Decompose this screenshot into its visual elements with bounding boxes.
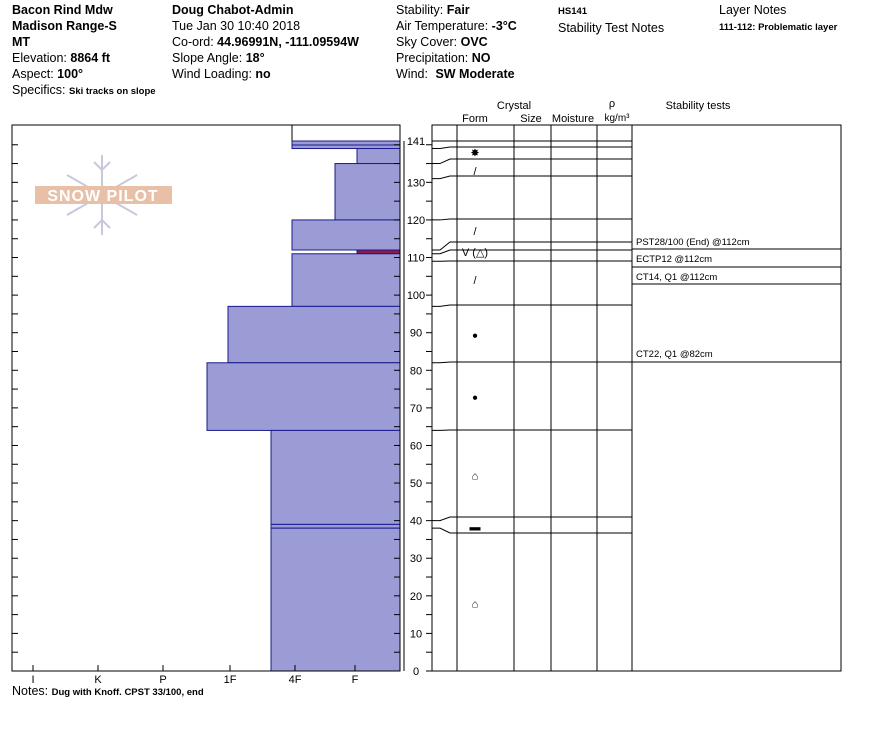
height-tick-label: 130 (406, 177, 426, 190)
layer-connector (432, 219, 457, 220)
hardness-label: P (159, 674, 167, 686)
crystal-form-symbols (462, 147, 488, 610)
crystal-form-symbol: V (△) (461, 246, 489, 259)
height-tick-label: 10 (409, 628, 423, 641)
layer-note: 111-112: Problematic layer (719, 22, 838, 33)
slope-value: 18° (245, 51, 265, 65)
hardness-label: I (31, 674, 35, 686)
wind-loading-value: no (255, 67, 271, 81)
aspect-value: 100° (57, 67, 84, 81)
coord-value: 44.96991N, -111.09594W (217, 35, 359, 49)
observer-name: Doug Chabot-Admin (172, 3, 294, 17)
hardness-layer-bar (271, 430, 400, 524)
crystal-form-symbol: ⌂ (471, 598, 479, 611)
location-state: MT (12, 35, 31, 49)
col-header-stability-tests: Stability tests (665, 100, 731, 112)
crystal-form-symbol: ● (471, 392, 479, 404)
layer-connector (432, 528, 457, 533)
layer-connector (432, 242, 457, 250)
col-header-size: Size (520, 113, 542, 125)
notes-text: Dug with Knoff. CPST 33/100, end (51, 687, 204, 698)
hardness-layer-bar (228, 306, 400, 362)
sky-label: Sky Cover: (396, 35, 458, 49)
wind-loading-label: Wind Loading: (172, 67, 252, 81)
height-tick-label: 70 (409, 402, 423, 415)
location-name: Bacon Rind Mdw (12, 3, 113, 17)
height-tick-label: 50 (409, 478, 423, 491)
aspect-label: Aspect: (12, 67, 54, 81)
hardness-label: K (94, 674, 102, 686)
hardness-label: 1F (223, 674, 237, 686)
hardness-layer-bar (292, 254, 400, 307)
layer-table (432, 98, 841, 671)
height-tick-label: 40 (409, 515, 423, 528)
layer-connectors (432, 141, 457, 533)
hardness-layer-bar (292, 141, 400, 145)
stability-value: Fair (446, 3, 470, 17)
layer-connector (432, 176, 457, 179)
crystal-form-symbol: / (473, 226, 477, 239)
height-tick-label: 141 (406, 136, 426, 148)
hardness-layer-bar (207, 363, 400, 431)
hardness-label: 4F (288, 674, 302, 686)
crystal-form-symbol: ⌂ (471, 470, 479, 483)
height-tick-label: 80 (409, 365, 423, 378)
layer-connector (432, 147, 457, 149)
air-temp-value: -3°C (491, 19, 517, 33)
hardness-layer-bar (335, 164, 400, 220)
hardness-layer-bar (357, 250, 400, 254)
layer-connector (432, 305, 457, 306)
layer-connector (432, 517, 457, 521)
height-tick-label: 120 (406, 214, 426, 227)
crystal-form-symbol: ● (471, 330, 479, 342)
hardness-label: F (351, 674, 359, 686)
slope-label: Slope Angle: (172, 51, 243, 65)
stability-test-row: ECTP12 @112cm (636, 254, 712, 265)
table-frame (432, 125, 841, 671)
snow-height: HS141 (558, 6, 588, 17)
table-layer-rows (457, 141, 632, 533)
height-tick-label: 20 (409, 590, 423, 603)
sky-value: OVC (460, 35, 488, 49)
hardness-layers (207, 125, 400, 671)
stability-test-row: PST28/100 (End) @112cm (636, 237, 750, 248)
stability-test-row: CT14, Q1 @112cm (636, 272, 718, 283)
observation-datetime: Tue Jan 30 10:40 2018 (172, 19, 301, 33)
precip-label: Precipitation: (396, 51, 469, 65)
height-axis (404, 136, 432, 678)
crystal-form-symbol: ▬ (469, 521, 481, 534)
precip-value: NO (471, 51, 491, 65)
wind-label: Wind: (396, 67, 428, 81)
col-header-crystal: Crystal (496, 100, 532, 112)
col-header-form: Form (462, 113, 488, 125)
height-tick-label: 110 (407, 252, 425, 265)
crystal-form-symbol: / (473, 166, 477, 179)
elevation-label: Elevation: (12, 51, 67, 65)
notes-label: Notes: (12, 684, 49, 698)
layer-notes-title: Layer Notes (719, 3, 787, 17)
layer-connector (432, 362, 457, 363)
stability-test-row: CT22, Q1 @82cm (636, 349, 713, 360)
layer-connector (432, 159, 457, 164)
stability-test-notes-title: Stability Test Notes (558, 21, 665, 35)
crystal-form-symbol: ✸ (470, 147, 480, 160)
crystal-form-symbol: / (473, 275, 477, 288)
wind-value: SW Moderate (435, 67, 515, 81)
height-tick-label: 90 (409, 327, 423, 340)
layer-connector (432, 250, 457, 254)
stability-test-rows (632, 237, 841, 362)
height-tick-label: 30 (409, 553, 423, 566)
col-header-density-unit: kg/m³ (604, 113, 630, 124)
hardness-layer-bar (357, 149, 400, 164)
location-range: Madison Range-S (12, 19, 117, 33)
specifics-label: Specifics: (12, 83, 66, 97)
hardness-layer-bar (271, 524, 400, 528)
logo-text: SNOW PILOT (47, 188, 159, 205)
hardness-layer-bar (271, 528, 400, 671)
col-header-rho: ρ (608, 98, 616, 110)
surface-cap (292, 125, 400, 141)
height-tick-label: 60 (409, 440, 423, 453)
stability-label: Stability: (396, 3, 444, 17)
hardness-layer-bar (292, 220, 400, 250)
col-header-moisture: Moisture (551, 113, 595, 125)
height-tick-label: 100 (406, 290, 426, 303)
snowpilot-logo (35, 155, 172, 235)
height-tick-label: 0 (412, 666, 420, 678)
elevation-value: 8864 ft (70, 51, 110, 65)
specifics-value: Ski tracks on slope (68, 86, 156, 97)
coord-label: Co-ord: (172, 35, 214, 49)
air-temp-label: Air Temperature: (396, 19, 489, 33)
hardness-axis-labels (31, 674, 358, 686)
